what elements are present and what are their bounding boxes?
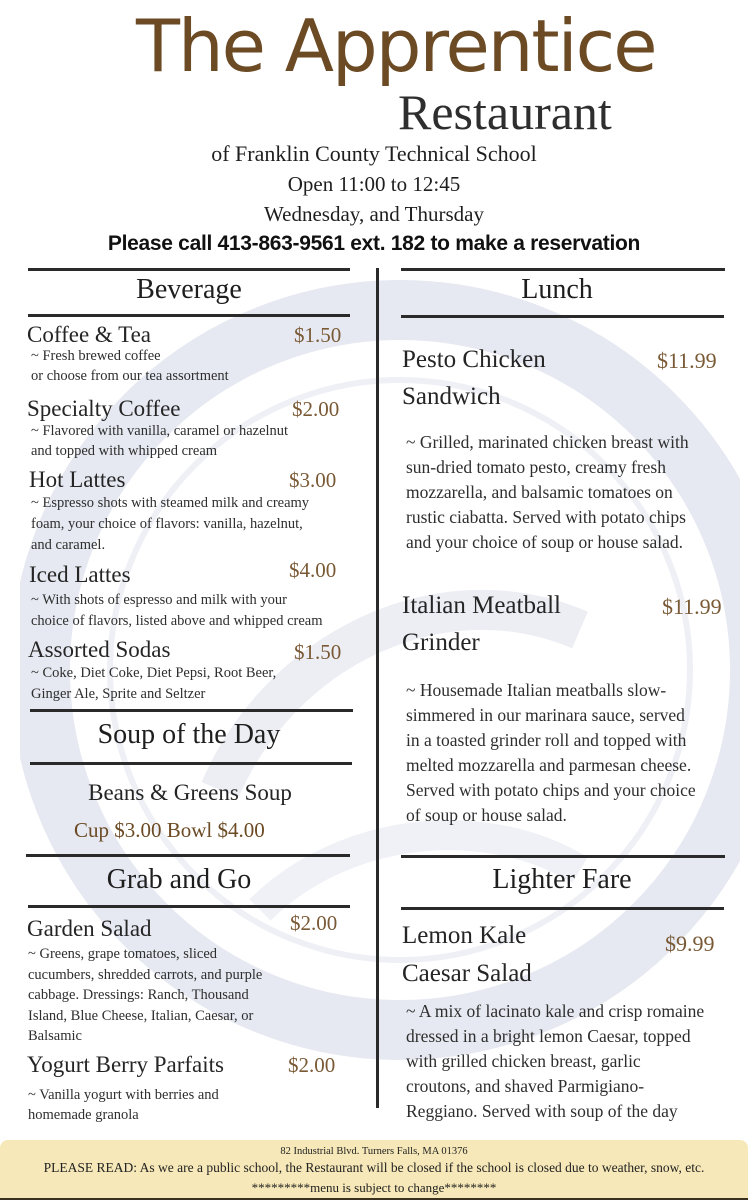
item-description: homemade granola <box>28 1107 139 1123</box>
item-name: Lemon Kale <box>402 922 527 949</box>
footer-notice <box>0 1140 748 1200</box>
item-name: Coffee & Tea <box>27 322 151 347</box>
reservation-info: Please call 413-863-9561 ext. 182 to make a reservation <box>107 232 641 255</box>
item-description: choice of flavors, listed above and whipped cream <box>31 613 323 629</box>
item-description: ~ Vanilla yogurt with berries and <box>28 1087 219 1103</box>
item-description: with grilled chicken breast, garlic <box>406 1051 641 1071</box>
item-description: and caramel. <box>31 537 106 553</box>
item-description: ~ Coke, Diet Coke, Diet Pepsi, Root Beer, <box>31 665 277 681</box>
item-description: croutons, and shaved Parmigiano- <box>406 1076 645 1096</box>
item-description: Served with potato chips and your choice <box>406 780 696 800</box>
item-description: rustic ciabatta. Served with potato chips <box>406 507 686 527</box>
item-description: or choose from our tea assortment <box>31 368 229 384</box>
item-description: sun-dried tomato pesto, creamy fresh <box>406 457 666 477</box>
divider <box>401 315 724 318</box>
item-name: Assorted Sodas <box>28 637 171 662</box>
footer-closure-notice: PLEASE READ: As we are a public school, the Restaurant will be closed if the school is closed due to weather, snow, etc. <box>43 1160 705 1175</box>
item-price: $11.99 <box>657 348 717 373</box>
item-description: Island, Blue Cheese, Italian, Caesar, or <box>28 1008 254 1024</box>
item-description: ~ Flavored with vanilla, caramel or hazelnut <box>31 423 289 439</box>
divider <box>401 268 725 271</box>
restaurant-title: The Apprentice <box>136 4 656 88</box>
item-description: cucumbers, shredded carrots, and purple <box>28 967 263 983</box>
item-description: ~ Grilled, marinated chicken breast with <box>406 432 689 452</box>
item-name: Yogurt Berry Parfaits <box>27 1052 224 1077</box>
item-description: simmered in our marinara sauce, served <box>406 705 685 725</box>
item-price: $9.99 <box>665 931 715 956</box>
item-name: Pesto Chicken <box>402 346 546 373</box>
divider <box>30 709 353 712</box>
section-title-grab-and-go: Grab and Go <box>106 864 252 895</box>
footer-menu-change: *********menu is subject to change******** <box>251 1180 497 1195</box>
item-price: $3.00 <box>289 468 337 492</box>
school-name: of Franklin County Technical School <box>211 141 537 166</box>
item-name: Grinder <box>402 629 480 656</box>
item-name: Garden Salad <box>27 916 152 941</box>
item-price: $1.50 <box>294 640 342 664</box>
item-description: ~ Housemade Italian meatballs slow- <box>406 680 667 700</box>
item-name: Specialty Coffee <box>27 396 181 421</box>
footer-address: 82 Industrial Blvd. Turners Falls, MA 01376 <box>280 1146 468 1157</box>
item-price: $2.00 <box>292 397 340 421</box>
item-description: foam, your choice of flavors: vanilla, hazelnut, <box>31 516 303 532</box>
column-divider <box>376 268 379 1108</box>
item-name: Sandwich <box>402 383 501 410</box>
divider <box>28 314 350 317</box>
item-description: Ginger Ale, Sprite and Seltzer <box>31 686 206 702</box>
item-price: $2.00 <box>288 1053 336 1077</box>
opening-days: Wednesday, and Thursday <box>264 202 484 226</box>
item-description: in a toasted grinder roll and topped with <box>406 730 687 750</box>
item-description: ~ A mix of lacinato kale and crisp romaine <box>406 1001 705 1021</box>
restaurant-subtitle: Restaurant <box>398 84 612 140</box>
item-description: melted mozzarella and parmesan cheese. <box>406 755 692 775</box>
item-price: $1.50 <box>294 323 342 347</box>
item-description: Reggiano. Served with soup of the day <box>406 1101 678 1121</box>
divider <box>28 905 350 908</box>
divider <box>26 854 350 857</box>
soup-price: Cup $3.00 Bowl $4.00 <box>74 818 265 842</box>
item-description: of soup or house salad. <box>406 805 567 825</box>
item-price: $11.99 <box>662 594 722 619</box>
section-title-lunch: Lunch <box>521 274 593 305</box>
item-name: Hot Lattes <box>29 467 126 492</box>
item-name: Caesar Salad <box>402 960 532 987</box>
item-name: Italian Meatball <box>402 592 561 619</box>
divider <box>28 268 350 271</box>
item-description: ~ Greens, grape tomatoes, sliced <box>28 946 218 962</box>
item-price: $4.00 <box>289 558 337 582</box>
item-description: cabbage. Dressings: Ranch, Thousand <box>28 987 249 1003</box>
soup-name: Beans & Greens Soup <box>88 780 292 805</box>
item-description: ~ Espresso shots with steamed milk and creamy <box>31 495 310 511</box>
item-description: ~ With shots of espresso and milk with your <box>31 592 287 608</box>
section-title-lighter-fare: Lighter Fare <box>492 864 632 895</box>
opening-hours: Open 11:00 to 12:45 <box>287 172 461 196</box>
item-description: mozzarella, and balsamic tomatoes on <box>406 482 673 502</box>
item-description: Balsamic <box>28 1028 82 1044</box>
divider <box>401 855 725 858</box>
section-title-soup: Soup of the Day <box>97 719 281 750</box>
item-description: and your choice of soup or house salad. <box>406 532 684 552</box>
item-price: $2.00 <box>290 911 338 935</box>
item-description: and topped with whipped cream <box>31 443 218 459</box>
divider <box>30 762 352 765</box>
item-description: ~ Fresh brewed coffee <box>31 348 161 364</box>
divider <box>401 907 724 910</box>
item-description: dressed in a bright lemon Caesar, topped <box>406 1026 691 1046</box>
item-name: Iced Lattes <box>29 562 131 587</box>
section-title-beverage: Beverage <box>136 274 242 305</box>
